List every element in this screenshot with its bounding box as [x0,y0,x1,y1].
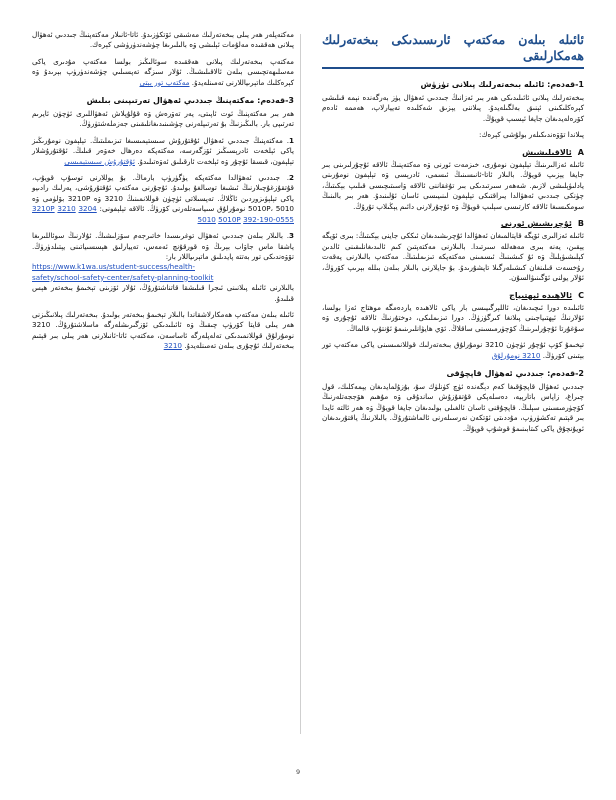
list-item-3-number: 3 [288,231,294,241]
item-a-letter: A [577,147,584,157]
left-column [32,30,294,358]
procedure-3210p-link[interactable]: 3210P [32,204,55,214]
column-divider [300,34,301,734]
closing-paragraph [32,310,294,352]
closing-text: ئائىلە بىلەن مەكتەپ ھەمكارلاشقاندا بالىلار تېخىمۇ بىخەتەر بولىدۇ. بىخەتەرلىك پىلانىڭىزنى ھەر يىلى قايتا كۆرۈپ چىقىڭ ۋە ئائىلىدىكى ئۆزگىرىشلەرگە ماسلاشتۇرۇڭ. 3210 نومۇرلۇق قوللانمىدىكى تەلەپلەرگە ئاساسەن، مەكتەپ ئاتا-ئانىلارنى ھەر يىلى بىر قېتىم بىخەتەرلىك ئۇچۇرى بىلەن تەمىنلەيدۇ. [32,309,294,351]
closing-3210-link[interactable]: 3210 [163,341,182,351]
phone-link[interactable]: 392-190-0555 [243,214,294,224]
list-item-1-number: 1 [288,135,294,145]
more-info-paragraph [322,340,584,361]
list-item-3: 3. بالىلار بىلەن جىددىي ئەھۋال توغرىسىدا خاتىرجەم سۆزلىشىڭ. ئۇلارنىڭ سوئاللىرىغا ياشقا ماس جاۋاب بېرىڭ ۋە قورقۇنچ ئەمەس، تەييارلىق ھېسسىياتىنى يېتىلدۈرۈڭ. تۆۋەندىكى تور بەتتە پايدىلىق ماتېرىياللار بار: https://www.k1wa.us/student-success/health- safety/school-safety-center/safety-planning-toolkit بالىلارنى ئائىلە پىلانىنى ئىجرا قىلىشقا قاتناشتۇرۇڭ، ئۇلار ئۆزىنى تېخىمۇ بىخەتەر ھېس قىلىدۇ. [32,231,294,303]
section-1-paragraph: بىخەتەرلىك پىلانى ئائىلىدىكى ھەر بىر ئەزانىڭ جىددىي ئەھۋال يۈز بەرگەندە نېمە قىلىشى كېرەكلىكىنى ئېنىق بەلگىلەيدۇ. پىلاننى يېزىق شەكلىدە تەييارلاپ، ھەممە ئادەم كۆرەلەيدىغان جايغا ئېسىپ قويۇڭ. [322,93,584,123]
notification-system-link[interactable]: ئۇقتۇرۇش سىستېمىسى [64,156,135,166]
item-b-label: ئۇچرىشىش ئورنى [500,219,572,229]
page-number: 9 [296,768,301,776]
item-a-paragraph: ئائىلە ئەزالىرىنىڭ تېلېفون نومۇرى، خىزمەت ئورنى ۋە مەكتەپنىڭ ئالاقە ئۇچۇرلىرىنى بىر جايغا يېزىپ قويۇڭ. بالىلار ئاتا-ئانىسىنىڭ ئىسمى، ئادرېسى ۋە تېلېفون نومۇرىنى يادلىۋېلىشى لازىم. شەھەر سىرتىدىكى بىر تۇغقاننى ئالاقە ۋاسىتىچىسى قىلىپ بېكىتىڭ، چۈنكى جىددىي ئەھۋالدا يىراقتىكى تېلېفون لىنىيىسى ئاسان ئۇلىنىدۇ. ھەر بىر بالىنىڭ سومكىسىغا ئالاقە كارتىسى سېلىپ قويۇڭ ۋە ئۇچۇرلارنى دائىم يېڭىلاپ تۇرۇڭ. [322,160,584,211]
more-info-link[interactable]: 3210 نومۇرلۇق [491,350,541,360]
list-item-2-text: جىددىي ئەھۋالدا مەكتەپكە يۈگۈرۈپ بارماڭ. بۇ يوللارنى توسۇپ قويۇپ، قۇتقۇزغۇچىلارنىڭ ئىشىغا توسالغۇ بولىدۇ. ئۇچۇرنى مەكتەپ ئۇقتۇرۇشى، يەرلىك رادىيو ياكى تېلېۋىزوردىن ئاڭلاڭ. تەپسىلاتى ئۈچۈن قوللانمىنىڭ 3210 ۋە 3210P بۆلۈمى ۋە 5010P، 5010 نومۇرلۇق سىياسەتلەرنى كۆرۈڭ. ئالاقە تېلېفونى: [32,173,294,214]
policy-5010-link[interactable]: 5010 [197,214,216,224]
item-b-heading [322,219,584,229]
item-c-paragraph: ئائىلىدە دورا ئىچىدىغان، ئاللېرگىيىسى بار ياكى ئالاھىدە ياردەمگە موھتاج ئەزا بولسا، ئۇلارنىڭ ئېھتىياجىنى پىلانغا كىرگۈزۈڭ. دورا تىزىملىكى، دوختۇرنىڭ ئالاقە ئۇچۇرى ۋە سۇغۇرتا ئۇچۇرلىرىنىڭ كۆچۈرمىسىنى ساقلاڭ. ئۆي ھايۋانلىرىنىمۇ ئۇنتۇپ قالماڭ. [322,302,584,333]
list-item-3-after: بالىلارنى ئائىلە پىلانىنى ئىجرا قىلىشقا قاتناشتۇرۇڭ، ئۇلار ئۆزىنى تېخىمۇ بىخەتەر ھېس قىلىدۇ. [32,283,294,303]
policy-3210-link[interactable]: 3210 [57,204,76,214]
list-item-2-number: 2 [288,173,294,183]
item-a-heading [322,148,584,158]
item-b-paragraph: ئائىلە ئەزالىرى ئۆيگە قايتالمىغان ئەھۋالدا ئۇچرىشىدىغان ئىككى جاينى بېكىتىڭ: بىرى ئۆيگە يېقىن، يەنە بىرى مەھەللە سىرتىدا. بالىلارنى مەكتەپتىن كىم ئالىدىغانلىقىنى ئالدىن كېلىشىۋېلىڭ ۋە ئۇ كىشىنىڭ ئىسمىنى مەكتەپكە تىزىملىتىڭ. مەكتەپ بالىلارنى پەقەت رۇخسەت قىلىنغان كىشىلەرگىلا تاپشۇرىدۇ. بۇ جايلارنى بالىلار بىلەن بىللە بېرىپ كۆرۈڭ، ئۇلار يولنى ئۆگىنىۋالسۇن. [322,231,584,283]
section-1-heading: 1-قەدەم: ئائىلە بىخەتەرلىك پىلانى تۈزۈش [420,80,584,89]
section-3-heading: 3-قەدەم: مەكتەپنىڭ جىددىي ئەھۋال تەرتىپىنى بىلىش [86,96,294,106]
item-c-heading [322,291,584,301]
item-c-label: ئالاھىدە ئېھتىياج [509,290,573,300]
list-item-1: 1. مەكتەپنىڭ جىددىي ئەھۋال ئۇقتۇرۇش سىستېمىسىغا تىزىملىتىڭ. تېلېفون نومۇرىڭىز ياكى ئېلخەت ئادرېسىڭىز ئۆزگەرسە، مەكتەپكە دەرھال خەۋەر قىلىڭ. ئۇقتۇرۇشلار تېلېفون، قىسقا ئۇچۇر ۋە ئېلخەت ئارقىلىق ئەۋەتىلىدۇ. ئۇقتۇرۇش سىستېمىسى [32,135,294,166]
document-title: ئائىلە بىلەن مەكتەپ ئارىسىدىكى بىخەتەرلىك ھەمكارلىقى [322,32,584,69]
left-intro-paragraph: مەكتەپلەر ھەر يىلى بىخەتەرلىك مەشىقى ئۆتكۈزىدۇ. ئاتا-ئانىلار مەكتەپنىڭ جىددىي ئەھۋال پىلانى ھەققىدە مەلۇمات ئېلىشى ۋە بالىلىرىغا چۈشەندۈرۈشى كېرەك. [32,30,294,50]
policy-3204-link[interactable]: 3204 [78,204,97,214]
left-para-2 [32,57,294,88]
item-c-letter: C [578,290,584,300]
section-1-intro-label: پىلاندا تۆۋەندىكىلەر بولۇشى كېرەك: [479,130,584,140]
item-a-label: ئالاقىلىشىش [522,147,572,157]
procedure-5010p-link[interactable]: 5010P [218,214,241,224]
more-info-text: تېخىمۇ كۆپ ئۇچۇر ئۈچۈن 3210 نومۇرلۇق بىخەتەرلىك قوللانمىسىنى ياكى مەكتەپ تور بېتىنى كۆرۈڭ. [322,340,585,360]
right-column [322,30,584,440]
section-2-paragraph: جىددىي ئەھۋال قاپچۇقىغا كەم دېگەندە ئۈچ كۈنلۈك سۇ، بۇزۇلمايدىغان يېمەكلىك، قول چىراغ، زاپاس باتارېيە، دەسلەپكى قۇتقۇزۇش ساندۇقى ۋە مۇھىم ھۆججەتلەرنىڭ كۆچۈرمىسىنى سېلىڭ. قاپچۇقنى ئاسان ئالغىلى بولىدىغان جايغا قويۇڭ ۋە ھەر ئالتە ئايدا بىر قېتىم تەكشۈرۈپ، مۇددىتى ئۆتكەن نەرسىلەرنى ئالماشتۇرۇڭ. بالىلارنىڭ ياقتۇرىدىغان ئويۇنچۇق ياكى كىتابىنىمۇ قوشۇپ قويۇڭ. [322,381,584,433]
school-website-link[interactable]: مەكتەپ تور بېتى [139,77,190,87]
toolkit-url-line-1[interactable]: https://www.k1wa.us/student-success/health- [32,262,195,272]
item-b-letter: B [577,219,584,229]
toolkit-url-line-2[interactable]: safety/school-safety-center/safety-planning-toolkit [32,272,214,282]
list-item-1-text: مەكتەپنىڭ جىددىي ئەھۋال ئۇقتۇرۇش سىستېمىسىغا تىزىملىتىڭ. تېلېفون نومۇرىڭىز ياكى ئېلخەت ئادرېسىڭىز ئۆزگەرسە، مەكتەپكە دەرھال خەۋەر قىلىڭ. ئۇقتۇرۇشلار تېلېفون، قىسقا ئۇچۇر ۋە ئېلخەت ئارقىلىق ئەۋەتىلىدۇ. [32,135,294,166]
list-item-2: 2. جىددىي ئەھۋالدا مەكتەپكە يۈگۈرۈپ بارماڭ. بۇ يوللارنى توسۇپ قويۇپ، قۇتقۇزغۇچىلارنىڭ ئىشىغا توسالغۇ بولىدۇ. ئۇچۇرنى مەكتەپ ئۇقتۇرۇشى، يەرلىك رادىيو ياكى تېلېۋىزوردىن ئاڭلاڭ. تەپسىلاتى ئۈچۈن قوللانمىنىڭ 3210 ۋە 3210P بۆلۈمى ۋە 5010P، 5010 نومۇرلۇق سىياسەتلەرنى كۆرۈڭ. ئالاقە تېلېفونى: 3204 3210 3210P 5010 5010P 392-190-0555 [32,173,294,224]
list-item-3-text: بالىلار بىلەن جىددىي ئەھۋال توغرىسىدا خاتىرجەم سۆزلىشىڭ. ئۇلارنىڭ سوئاللىرىغا ياشقا ماس جاۋاب بېرىڭ ۋە قورقۇنچ ئەمەس، تەييارلىق ھېسسىياتىنى يېتىلدۈرۈڭ. تۆۋەندىكى تور بەتتە پايدىلىق ماتېرىياللار بار: [32,231,294,261]
section-3-paragraph: ھەر بىر مەكتەپنىڭ ئوت ئاپىتى، يەر تەۋرەش ۋە قۇلۇپلاش ئەھۋاللىرى ئۈچۈن ئايرىم تەرتىپى بار. بالىڭىزنىڭ بۇ تەرتىپلەرنى چۈشىنىدىغانلىقىنى جەزملەشتۈرۈڭ. [32,109,294,129]
left-para-2-text: مەكتەپ بىخەتەرلىك پىلانى ھەققىدە سوئالىڭىز بولسا مەكتەپ مۇدىرى ياكى مەسلىھەتچىسى بىلەن ئالاقىلىشىڭ. ئۇلار سىزگە تەپسىلىي چۈشەندۈرۈپ بېرىدۇ ۋە كېرەكلىك ماتېرىياللارنى تەمىنلەيدۇ. [32,56,294,87]
section-2-heading: 2-قەدەم: جىددىي ئەھۋال قاپچۇقى [446,368,584,378]
